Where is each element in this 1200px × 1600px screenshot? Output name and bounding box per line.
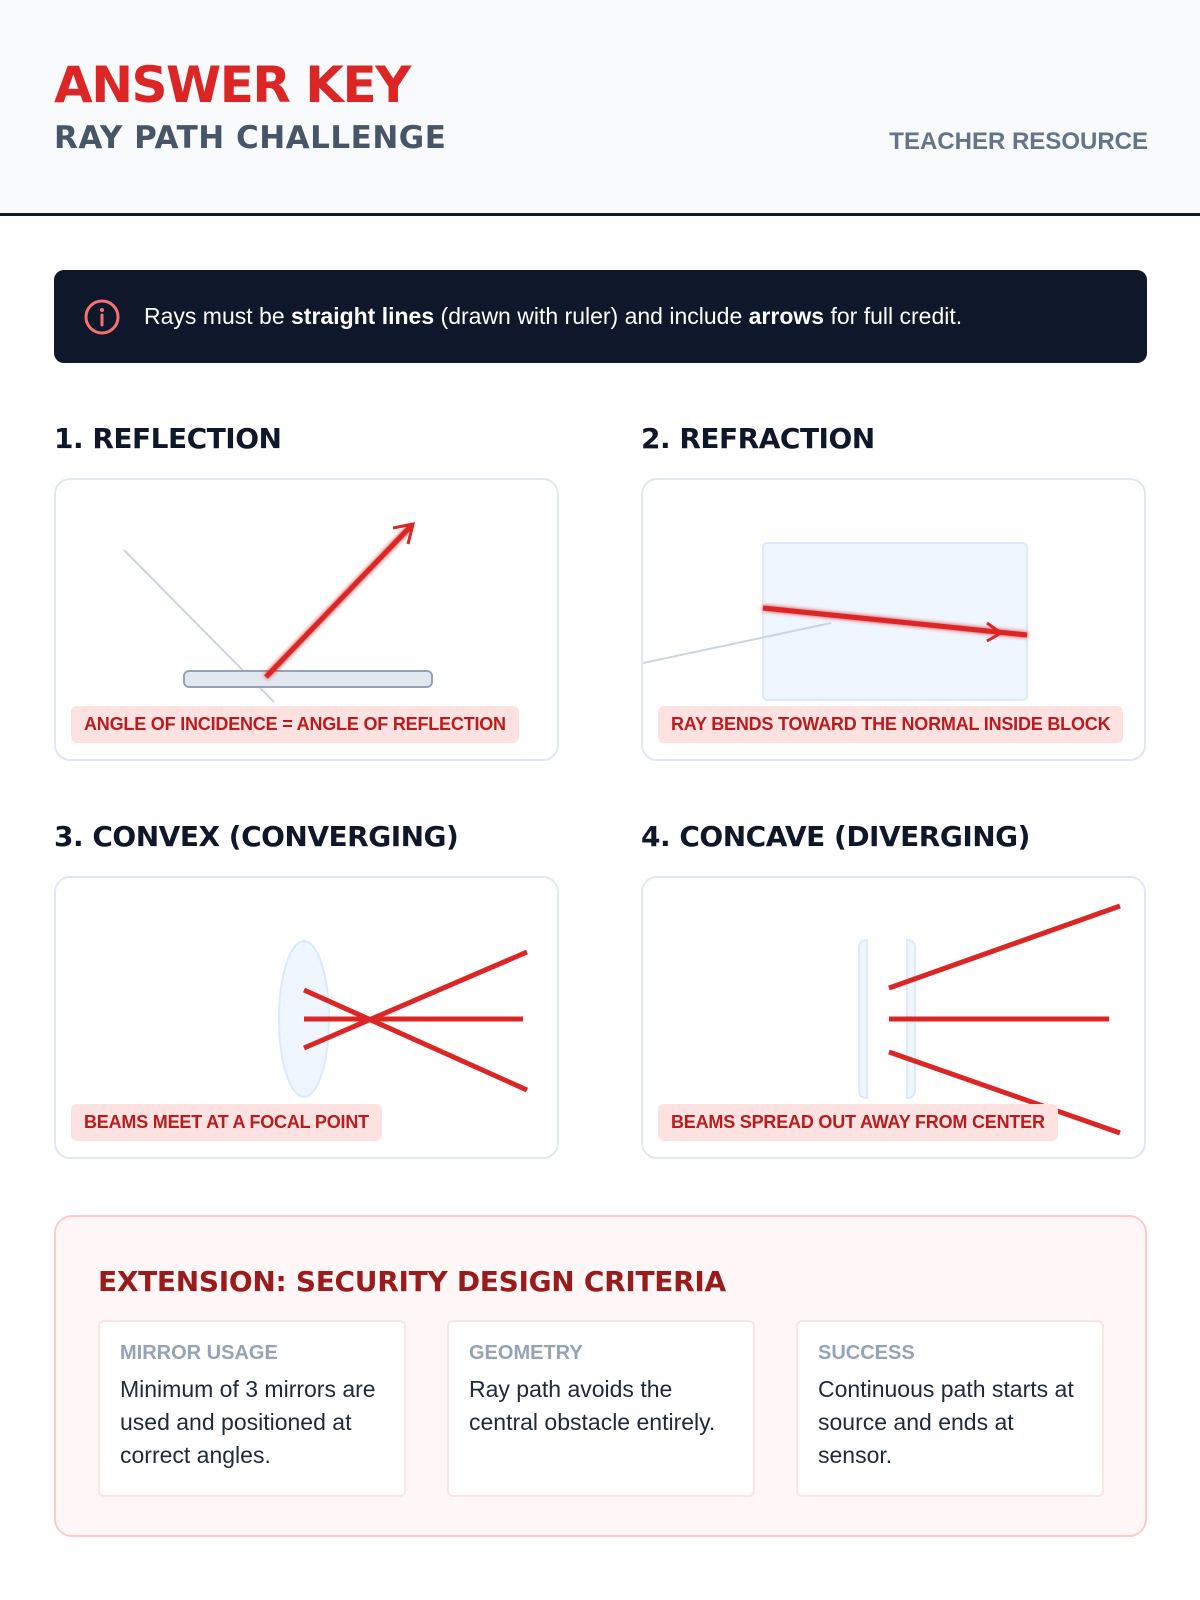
page-subtitle: RAY PATH CHALLENGE: [54, 120, 447, 156]
extension-title: EXTENSION: SECURITY DESIGN CRITERIA: [98, 1265, 726, 1298]
reflected-ray: [266, 526, 411, 677]
criterion-label: MIRROR USAGE: [120, 1342, 278, 1364]
convex-tag: BEAMS MEET AT A FOCAL POINT: [71, 1104, 382, 1141]
criterion-label: SUCCESS: [818, 1342, 915, 1364]
reflection-card: [54, 478, 559, 761]
refraction-tag: RAY BENDS TOWARD THE NORMAL INSIDE BLOCK: [658, 706, 1123, 743]
banner-bold-arrows: arrows: [748, 303, 825, 329]
banner-bold-straight: straight lines: [291, 303, 435, 329]
criterion-text: Minimum of 3 mirrors are used and positioned at correct angles.: [120, 1376, 376, 1468]
criterion-card: [98, 1320, 406, 1497]
criterion-label: GEOMETRY: [469, 1342, 583, 1364]
criterion-text: Continuous path starts at source and ends at sensor.: [818, 1376, 1074, 1468]
beam-bottom: [304, 952, 527, 1048]
section-title-refraction: 2. REFRACTION: [641, 422, 875, 455]
mirror: [184, 671, 432, 687]
concave-lens-left: [859, 940, 867, 1098]
concave-tag: BEAMS SPREAD OUT AWAY FROM CENTER: [658, 1104, 1058, 1141]
convex-card: [54, 876, 559, 1159]
page-title: ANSWER KEY: [54, 56, 410, 114]
section-title-reflection: 1. REFLECTION: [54, 422, 282, 455]
header: [0, 0, 1200, 216]
section-title-convex: 3. CONVEX (CONVERGING): [54, 820, 459, 853]
refraction-card: [641, 478, 1146, 761]
criterion-card: [447, 1320, 755, 1497]
section-title-concave: 4. CONCAVE (DIVERGING): [641, 820, 1030, 853]
criterion-text: Ray path avoids the central obstacle entirely.: [469, 1376, 716, 1435]
reflection-tag: ANGLE OF INCIDENCE = ANGLE OF REFLECTION: [71, 706, 519, 743]
extension-panel: [54, 1215, 1147, 1537]
beam-top: [304, 990, 527, 1090]
info-icon: [82, 297, 122, 337]
banner-text: Rays must be straight lines (drawn with ruler) and include arrows for full credit.: [144, 303, 963, 329]
resource-label: TEACHER RESOURCE: [889, 128, 1148, 155]
concave-card: [641, 876, 1146, 1159]
criterion-card: [796, 1320, 1104, 1497]
instruction-banner: [54, 270, 1147, 363]
beam-top: [889, 906, 1120, 988]
